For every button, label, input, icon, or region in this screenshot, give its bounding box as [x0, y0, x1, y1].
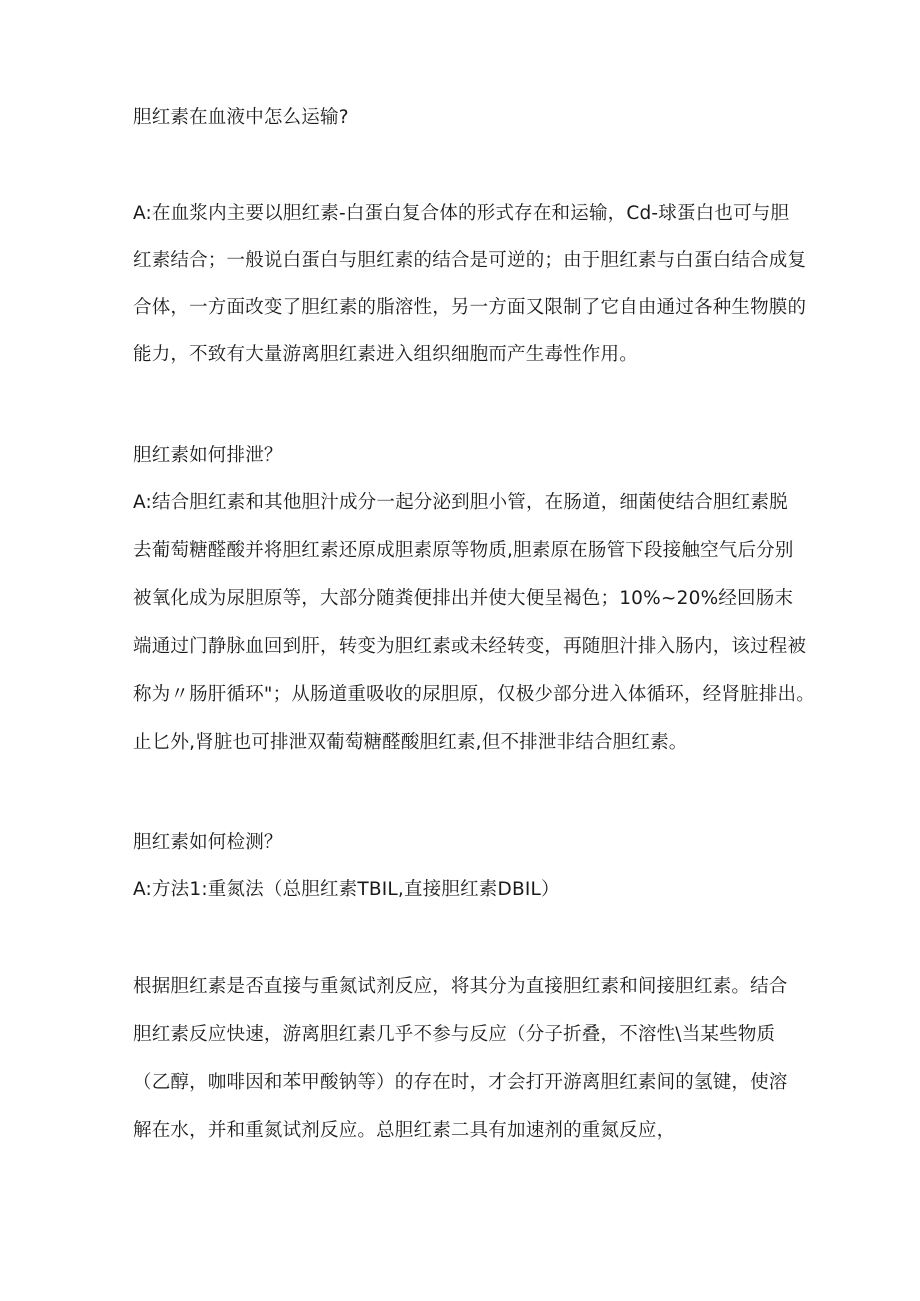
- reaction-paragraph-line-4: 解在水，并和重氮试剂反应。总胆红素二具有加速剂的重氮反应，: [133, 1120, 676, 1141]
- answer-excretion-line-6: 止匕外,肾脏也可排泄双葡萄糖醛酸胆红素,但不排泄非结合胆红素。: [133, 732, 688, 753]
- answer-transport-line-1: A:在血浆内主要以胆红素-白蛋白复合体的形式存在和运输，Cd-球蛋白也可与胆: [133, 203, 790, 224]
- answer-transport-line-2: 红素结合；一般说白蛋白与胆红素的结合是可逆的；由于胆红素与白蛋白结合成复: [133, 250, 807, 271]
- detection-method: A:方法1:重氮法（总胆红素TBIL,直接胆红素DBIL）: [133, 879, 560, 900]
- question-transport: 胆红素在血液中怎么运输?: [133, 107, 349, 128]
- answer-excretion-line-5: 称为〃肠肝循环"；从肠道重吸收的尿胆原，仅极少部分进入体循环，经肾脏排出。: [133, 684, 815, 705]
- answer-excretion-line-1: A:结合胆红素和其他胆汁成分一起分泌到胆小管，在肠道，细菌使结合胆红素脱: [133, 492, 788, 513]
- reaction-paragraph-line-1: 根据胆红素是否直接与重氮试剂反应，将其分为直接胆红素和间接胆红素。结合: [133, 976, 788, 997]
- answer-transport-line-4: 能力，不致有大量游离胆红素进入组织细胞而产生毒性作用。: [133, 344, 638, 365]
- answer-transport-line-3: 合体，一方面改变了胆红素的脂溶性，另一方面又限制了它自由通过各种生物膜的: [133, 297, 807, 318]
- answer-excretion-line-4: 端通过门静脉血回到肝，转变为胆红素或未经转变，再随胆汁排入肠内，该过程被: [133, 636, 807, 657]
- answer-excretion-line-2: 去葡萄糖醛酸并将胆红素还原成胆素原等物质,胆素原在肠管下段接触空气后分别: [133, 540, 794, 561]
- answer-excretion-line-3: 被氧化成为尿胆原等，大部分随粪便排出并使大便呈褐色；10%~20%经回肠末: [133, 588, 794, 609]
- question-excretion: 胆红素如何排泄？: [133, 445, 283, 466]
- question-detection: 胆红素如何检测？: [133, 832, 283, 853]
- reaction-paragraph-line-2: 胆红素反应快速，游离胆红素几乎不参与反应（分子折叠，不溶性\当某些物质: [133, 1024, 776, 1045]
- reaction-paragraph-line-3: （乙醇，咖啡因和苯甲酸钠等）的存在时，才会打开游离胆红素间的氢键，使溶: [133, 1072, 788, 1093]
